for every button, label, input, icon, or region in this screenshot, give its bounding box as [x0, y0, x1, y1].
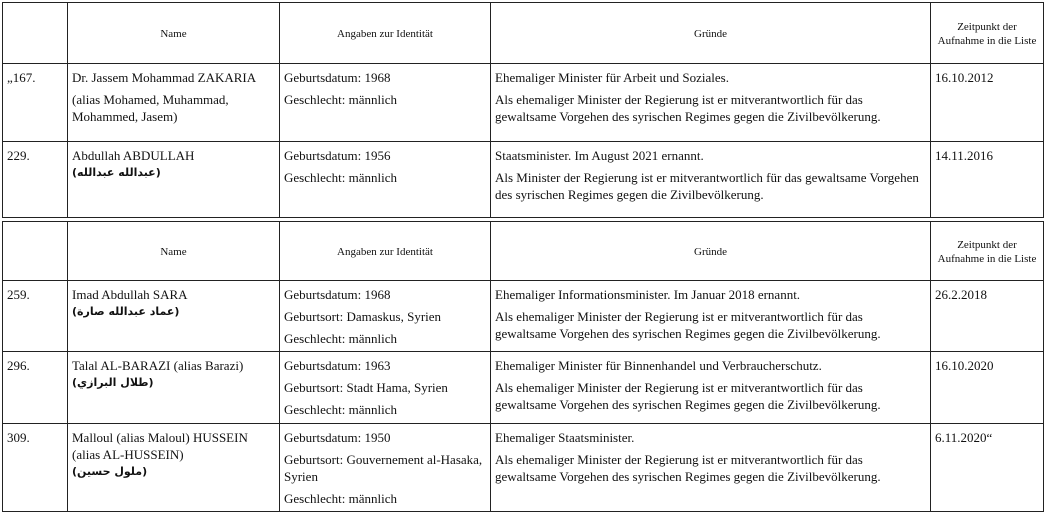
entry-reasons [491, 281, 931, 352]
reason-position: Ehemaliger Staatsminister. [495, 430, 635, 445]
header-name: Name [68, 222, 280, 281]
entry-date: 26.2.2018 [931, 281, 1044, 352]
header-nr [3, 3, 68, 64]
header-date: Zeitpunkt der Aufnahme in die Liste [931, 222, 1044, 281]
sanctions-table-1 [2, 2, 1044, 218]
entry-date: 6.11.2020“ [931, 424, 1044, 512]
identity-birthplace: Geburtsort: Gouvernement al-Hasaka, Syrien [284, 452, 483, 484]
entry-date: 14.11.2016 [931, 142, 1044, 218]
table-row [3, 424, 1044, 512]
identity-gender: Geschlecht: männlich [284, 402, 397, 417]
identity-birthdate: Geburtsdatum: 1950 [284, 430, 391, 445]
header-row [3, 222, 1044, 281]
header-name: Name [68, 3, 280, 64]
entry-name [68, 352, 280, 424]
header-reasons: Gründe [491, 222, 931, 281]
identity-gender: Geschlecht: männlich [284, 331, 397, 346]
entry-reasons [491, 64, 931, 142]
name-arabic: (عبدالله عبدالله) [72, 166, 161, 179]
entry-identity [280, 281, 491, 352]
reason-position: Ehemaliger Minister für Arbeit und Soziales. [495, 70, 729, 85]
entry-name [68, 424, 280, 512]
entry-number: 259. [3, 281, 68, 352]
table-row [3, 142, 1044, 218]
name-alias: (alias Mohamed, Muhammad, Mohammed, Jasem) [72, 92, 229, 124]
entry-name [68, 281, 280, 352]
identity-gender: Geschlecht: männlich [284, 92, 397, 107]
identity-gender: Geschlecht: männlich [284, 491, 397, 506]
header-nr [3, 222, 68, 281]
entry-number: 296. [3, 352, 68, 424]
entry-reasons [491, 142, 931, 218]
entry-number: 309. [3, 424, 68, 512]
identity-birthdate: Geburtsdatum: 1968 [284, 287, 391, 302]
header-identity: Angaben zur Identität [280, 222, 491, 281]
name-line: Imad Abdullah SARA [72, 287, 188, 302]
name-line: Malloul (alias Maloul) HUSSEIN (alias AL-HUSSEIN) [72, 430, 248, 462]
header-date: Zeitpunkt der Aufnahme in die Liste [931, 3, 1044, 64]
entry-identity [280, 424, 491, 512]
identity-birthplace: Geburtsort: Damaskus, Syrien [284, 309, 442, 324]
name-arabic: (طلال البرازي) [72, 376, 154, 389]
entry-name [68, 64, 280, 142]
name-arabic: (عماد عبدالله صارة) [72, 305, 180, 318]
reason-detail: Als ehemaliger Minister der Regierung ist er mitverantwortlich für das gewaltsame Vorgehen des syrischen Regimes gegen die Zivilbevölkerung. [495, 92, 881, 124]
reason-position: Staatsminister. Im August 2021 ernannt. [495, 148, 704, 163]
entry-identity [280, 142, 491, 218]
reason-detail: Als ehemaliger Minister der Regierung ist er mitverantwortlich für das gewaltsame Vorgehen des syrischen Regimes gegen die Zivilbevölkerung. [495, 452, 881, 484]
entry-reasons [491, 424, 931, 512]
name-line: Dr. Jassem Mohammad ZAKARIA [72, 70, 257, 85]
identity-birthdate: Geburtsdatum: 1956 [284, 148, 391, 163]
reason-detail: Als ehemaliger Minister der Regierung ist er mitverantwortlich für das gewaltsame Vorgehen des syrischen Regimes gegen die Zivilbevölkerung. [495, 309, 881, 341]
header-row [3, 3, 1044, 64]
name-arabic: (ملول حسين) [72, 465, 148, 478]
identity-birthdate: Geburtsdatum: 1968 [284, 70, 391, 85]
entry-date: 16.10.2020 [931, 352, 1044, 424]
entry-number: „167. [3, 64, 68, 142]
table-row [3, 281, 1044, 352]
table-row [3, 352, 1044, 424]
sanctions-table-2 [2, 221, 1044, 512]
reason-position: Ehemaliger Informationsminister. Im Januar 2018 ernannt. [495, 287, 801, 302]
identity-gender: Geschlecht: männlich [284, 170, 397, 185]
header-reasons: Gründe [491, 3, 931, 64]
entry-identity [280, 352, 491, 424]
entry-number: 229. [3, 142, 68, 218]
reason-detail: Als Minister der Regierung ist er mitverantwortlich für das gewaltsame Vorgehen des syrischen Regimes gegen die Zivilbevölkerung. [495, 170, 919, 202]
entry-name [68, 142, 280, 218]
name-line: Talal AL-BARAZI (alias Barazi) [72, 358, 244, 373]
identity-birthplace: Geburtsort: Stadt Hama, Syrien [284, 380, 448, 395]
table-row [3, 64, 1044, 142]
entry-identity [280, 64, 491, 142]
entry-reasons [491, 352, 931, 424]
identity-birthdate: Geburtsdatum: 1963 [284, 358, 391, 373]
entry-date: 16.10.2012 [931, 64, 1044, 142]
reason-detail: Als ehemaliger Minister der Regierung ist er mitverantwortlich für das gewaltsame Vorgehen des syrischen Regimes gegen die Zivilbevölkerung. [495, 380, 881, 412]
name-line: Abdullah ABDULLAH [72, 148, 195, 163]
header-identity: Angaben zur Identität [280, 3, 491, 64]
reason-position: Ehemaliger Minister für Binnenhandel und Verbraucherschutz. [495, 358, 822, 373]
